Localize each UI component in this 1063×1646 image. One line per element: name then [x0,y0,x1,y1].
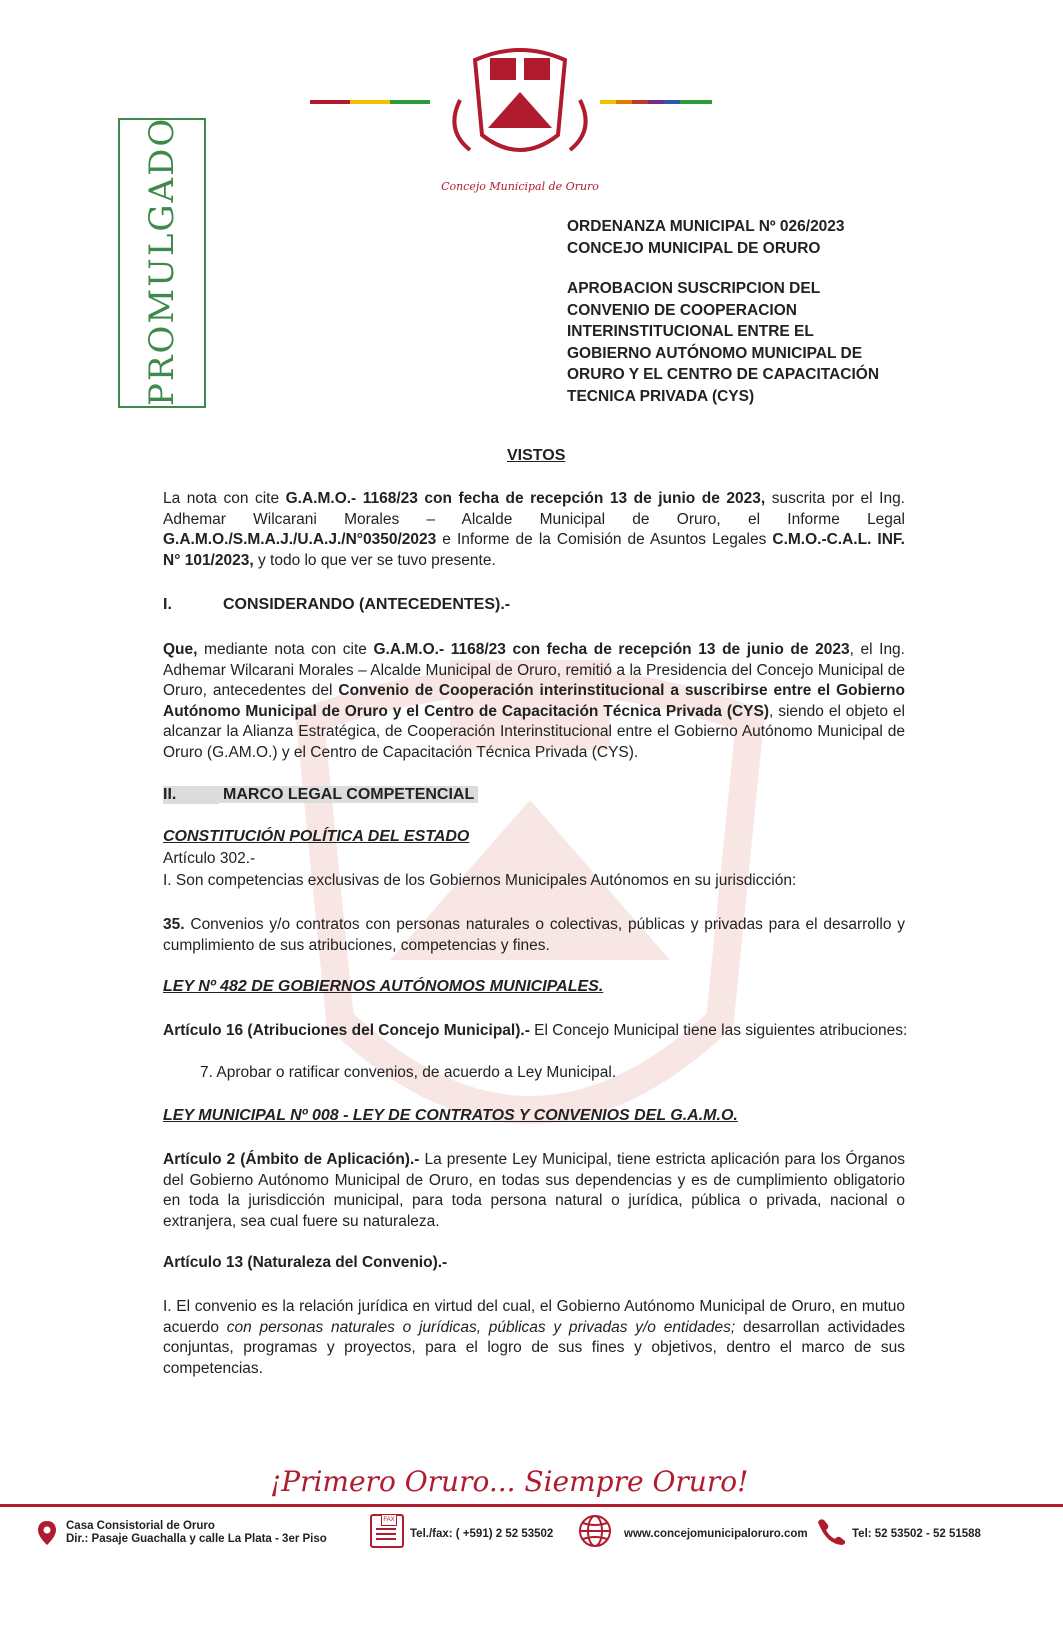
footer-fax: Tel./fax: ( +591) 2 52 53502 [410,1528,554,1540]
footer-divider [0,1504,1063,1507]
item-35: 35. Convenios y/o contratos con personas naturales o colectivas, públicas y privadas para el desarrollo y cumplimiento de sus atribuciones, competencias y fines. [163,916,905,954]
subject-line: APROBACION SUSCRIPCION DEL [567,280,821,297]
ordinance-number: ORDENANZA MUNICIPAL Nº 026/2023 [567,218,845,235]
subject-line: ORURO Y EL CENTRO DE CAPACITACIÓN [567,366,880,383]
ley008-title: LEY MUNICIPAL Nº 008 - LEY DE CONTRATOS Y CONVENIOS DEL G.A.M.O. [163,1107,738,1124]
stamp-text: PROMULGADO [142,116,182,406]
council-seal-logo [430,40,610,200]
seal-text: Concejo Municipal de Oruro [441,180,599,193]
subject-line: TECNICA PRIVADA (CYS) [567,387,755,405]
location-pin-icon [36,1520,58,1546]
footer-address [66,1520,327,1546]
section-1-heading: I. CONSIDERANDO (ANTECEDENTES).- [163,596,511,613]
art13-paragraph: I. El convenio es la relación jurídica en virtud del cual, el Gobierno Autónomo Municipal de Oruro, en mutuo acuerdo con personas naturales o jurídicas, públicas y privadas y/o entidades; desarrollan actividades conjuntas, programas y proyectos, para el logro de sus fines y objetivos, dentro el marco de sus competencias. [163,1298,905,1377]
art302-text: I. Son competencias exclusivas de los Gobiernos Municipales Autónomos en su jurisdicción: [163,872,797,889]
art13-title: Artículo 13 (Naturaleza del Convenio).- [163,1254,448,1271]
considerando-paragraph: Que, mediante nota con cite G.A.M.O.- 1168/23 con fecha de recepción 13 de junio de 2023, el Ing. Adhemar Wilcarani Morales – Alcalde Municipal de Oruro, remitió a la Presidencia del Concejo Municipal de Oruro, antecedentes del Convenio de Cooperación interinstitucional a suscribirse entre el Gobierno Autónomo Municipal de Oruro y el Centro de Capacitación Técnica Privada (CYS), siendo el objeto el alcanzar la Alianza Estratégica, de Cooperación Interinstitucional entre el Gobierno Autónomo Municipal de Oruro (G.AM.O.) y el Centro de Capacitación Técnica Privada (CYS). [163,641,905,761]
footer-slogan: ¡Primero Oruro... Siempre Oruro! [270,1465,749,1498]
item-7: 7. Aprobar o ratificar convenios, de acuerdo a Ley Municipal. [200,1064,617,1081]
art2-paragraph: Artículo 2 (Ámbito de Aplicación).- La presente Ley Municipal, tiene estricta aplicación para los Órganos del Gobierno Autónomo Municipal de Oruro, en todas sus dependencias y es de cumplimiento obligatorio en toda la jurisdicción municipal, para toda persona natural o jurídica, pública o privada, nacional o extranjera, sea cual fuere su naturaleza. [163,1151,905,1230]
council-name: CONCEJO MUNICIPAL DE ORURO [567,240,821,257]
art16-text: Artículo 16 (Atribuciones del Concejo Municipal).- El Concejo Municipal tiene las siguientes atribuciones: [163,1022,908,1039]
subject-line: INTERINSTITUCIONAL ENTRE EL [567,323,814,340]
phone-icon [814,1516,848,1546]
subject-line: CONVENIO DE COOPERACION [567,301,797,319]
footer-website: www.concejomunicipaloruro.com [624,1528,808,1540]
address-line-1: Casa Consistorial de Oruro [66,1520,215,1532]
section-2-heading: II. MARCO LEGAL COMPETENCIAL [163,786,478,804]
art302-title: Artículo 302.- [163,850,256,867]
address-line-2: Dir.: Pasaje Guachalla y calle La Plata - 3er Piso [66,1533,327,1545]
fax-icon: FAX [370,1514,404,1548]
vistos-paragraph: La nota con cite G.A.M.O.- 1168/23 con fecha de recepción 13 de junio de 2023, suscrita por el Ing. Adhemar Wilcarani Morales – Alcalde Municipal de Oruro, el Informe Legal G.A.M.O./S.M.A.J./U.A.J./N°0350/2023 e Informe de la Comisión de Asuntos Legales C.M.O.-C.A.L. INF. N° 101/2023, y todo lo que ver se tuvo presente. [163,490,905,569]
subject-line: GOBIERNO AUTÓNOMO MUNICIPAL DE [567,344,863,362]
footer-phone: Tel: 52 53502 - 52 51588 [852,1528,981,1540]
cpe-title: CONSTITUCIÓN POLÍTICA DEL ESTADO [163,828,470,845]
promulgado-stamp [118,118,206,408]
globe-icon [578,1514,612,1548]
ordinance-subject [567,278,879,407]
vistos-title: VISTOS [507,447,566,464]
ley482-title: LEY Nº 482 DE GOBIERNOS AUTÓNOMOS MUNICIPALES. [163,978,604,995]
